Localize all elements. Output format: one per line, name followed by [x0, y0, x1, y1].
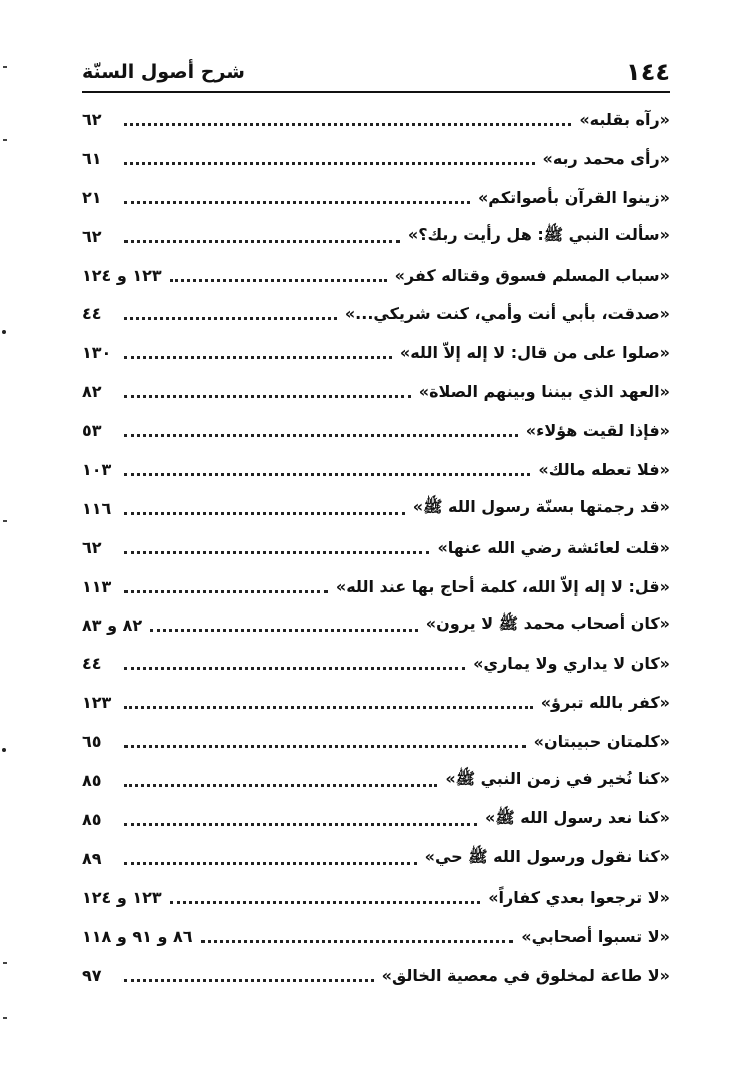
- index-entry: [82, 372, 670, 411]
- scan-mark: [3, 139, 7, 141]
- dot-leader: [124, 745, 526, 748]
- entry-text: «كان لا يداري ولا يماري»: [473, 654, 670, 674]
- dot-leader: [124, 784, 437, 787]
- entry-page-ref: ٦٢: [82, 226, 102, 246]
- index-entry: [82, 411, 670, 450]
- entry-page-ref: ٤٤: [82, 304, 102, 324]
- dot-leader: [124, 667, 465, 670]
- index-entry: [82, 528, 670, 567]
- index-entry: [82, 606, 670, 645]
- scan-mark: [3, 66, 7, 68]
- entry-page-ref: ١٠٣: [82, 459, 112, 479]
- scan-mark: [3, 520, 7, 522]
- header-rule: [82, 91, 670, 93]
- entry-text: «كنا نعد رسول الله ﷺ»: [485, 807, 670, 827]
- index-entry: [82, 217, 670, 256]
- dot-leader: [124, 551, 429, 554]
- entry-page-ref: ٨٢: [82, 382, 102, 402]
- index-entry: [82, 100, 670, 139]
- entry-page-ref: ٨٢ و ٨٣: [82, 615, 143, 635]
- index-entry: [82, 878, 670, 917]
- entry-text: «رآه بقلبه»: [579, 109, 670, 129]
- index-entry: [82, 800, 670, 839]
- dot-leader: [124, 240, 400, 243]
- dot-leader: [124, 395, 411, 398]
- dot-leader: [124, 979, 374, 982]
- entry-text: «لا ترجعوا بعدي كفاراً»: [488, 887, 670, 907]
- entry-text: «رأى محمد ربه»: [542, 148, 670, 168]
- entry-text: «فلا تعطه مالك»: [538, 459, 670, 479]
- index-entry: [82, 839, 670, 878]
- index-entry: [82, 761, 670, 800]
- entry-text: «قد رجمتها بسنّة رسول الله ﷺ»: [412, 496, 670, 516]
- entry-page-ref: ٢١: [82, 187, 102, 207]
- dot-leader: [124, 473, 530, 476]
- entry-text: «صلوا على من قال: لا إله إلاّ الله»: [399, 343, 670, 363]
- entry-page-ref: ١٢٣: [82, 693, 112, 713]
- dot-leader: [170, 901, 481, 904]
- index-entry: [82, 139, 670, 178]
- entry-text: «كفر بالله تبرؤ»: [540, 693, 670, 713]
- entry-page-ref: ٦٥: [82, 732, 102, 752]
- entry-page-ref: ٦١: [82, 148, 102, 168]
- index-entry: [82, 683, 670, 722]
- entry-text: «العهد الذي بيننا وبينهم الصلاة»: [418, 382, 670, 402]
- entry-text: «قلت لعائشة رضي الله عنها»: [437, 537, 670, 557]
- entry-page-ref: ١٢٣ و ١٢٤: [82, 265, 162, 285]
- dot-leader: [124, 317, 337, 320]
- dot-leader: [124, 434, 518, 437]
- entry-text: «زينوا القرآن بأصواتكم»: [477, 187, 670, 207]
- scan-dot: [2, 330, 6, 334]
- index-entry: [82, 489, 670, 528]
- dot-leader: [170, 279, 387, 282]
- dot-leader: [124, 512, 405, 515]
- entry-page-ref: ١١٣: [82, 576, 112, 596]
- index-entry: [82, 178, 670, 217]
- entry-page-ref: ٨٦ و ٩١ و ١١٨: [82, 926, 193, 946]
- index-entry: [82, 567, 670, 606]
- entry-page-ref: ٥٣: [82, 421, 102, 441]
- running-header-title: شرح أصول السنّة: [82, 61, 245, 83]
- entry-page-ref: ١٣٠: [82, 343, 112, 363]
- entry-text: «سألت النبي ﷺ: هل رأيت ربك؟»: [407, 224, 670, 244]
- dot-leader: [124, 162, 535, 165]
- entry-page-ref: ٩٧: [82, 965, 102, 985]
- entry-page-ref: ١١٦: [82, 498, 112, 518]
- dot-leader: [124, 123, 571, 126]
- entry-text: «لا تسبوا أصحابي»: [521, 926, 670, 946]
- dot-leader: [124, 590, 328, 593]
- entry-text: «سباب المسلم فسوق وقتاله كفر»: [394, 265, 670, 285]
- entry-page-ref: ٦٢: [82, 109, 102, 129]
- index-entry: [82, 722, 670, 761]
- entry-text: «كنا نُخير في زمن النبي ﷺ»: [445, 769, 670, 789]
- entry-text: «صدقت، بأبي أنت وأمي، كنت شريكي...»: [344, 304, 670, 324]
- entry-page-ref: ٨٥: [82, 771, 102, 791]
- entry-text: «كلمتان حبيبتان»: [533, 732, 670, 752]
- dot-leader: [150, 629, 418, 632]
- hadith-index-list: [82, 100, 670, 994]
- dot-leader: [124, 706, 533, 709]
- entry-page-ref: ٨٩: [82, 848, 102, 868]
- dot-leader: [124, 201, 470, 204]
- dot-leader: [124, 823, 477, 826]
- index-entry: [82, 450, 670, 489]
- dot-leader: [201, 940, 514, 943]
- entry-text: «كان أصحاب محمد ﷺ لا يرون»: [425, 613, 670, 633]
- index-entry: [82, 956, 670, 995]
- index-entry: [82, 294, 670, 333]
- dot-leader: [124, 356, 392, 359]
- page-number: ١٤٤: [626, 58, 670, 86]
- index-entry: [82, 917, 670, 956]
- running-header: [82, 56, 670, 88]
- index-entry: [82, 256, 670, 295]
- entry-text: «فإذا لقيت هؤلاء»: [525, 421, 670, 441]
- entry-text: «لا طاعة لمخلوق في معصية الخالق»: [381, 965, 670, 985]
- entry-text: «كنا نقول ورسول الله ﷺ حي»: [424, 846, 670, 866]
- entry-page-ref: ١٢٣ و ١٢٤: [82, 887, 162, 907]
- index-entry: [82, 644, 670, 683]
- index-entry: [82, 333, 670, 372]
- dot-leader: [124, 862, 417, 865]
- scan-dot: [2, 748, 6, 752]
- scan-mark: [3, 962, 7, 964]
- entry-text: «قل: لا إله إلاّ الله، كلمة أحاج بها عند الله»: [335, 576, 670, 596]
- scan-mark: [3, 1017, 7, 1019]
- entry-page-ref: ٨٥: [82, 809, 102, 829]
- entry-page-ref: ٤٤: [82, 654, 102, 674]
- entry-page-ref: ٦٢: [82, 537, 102, 557]
